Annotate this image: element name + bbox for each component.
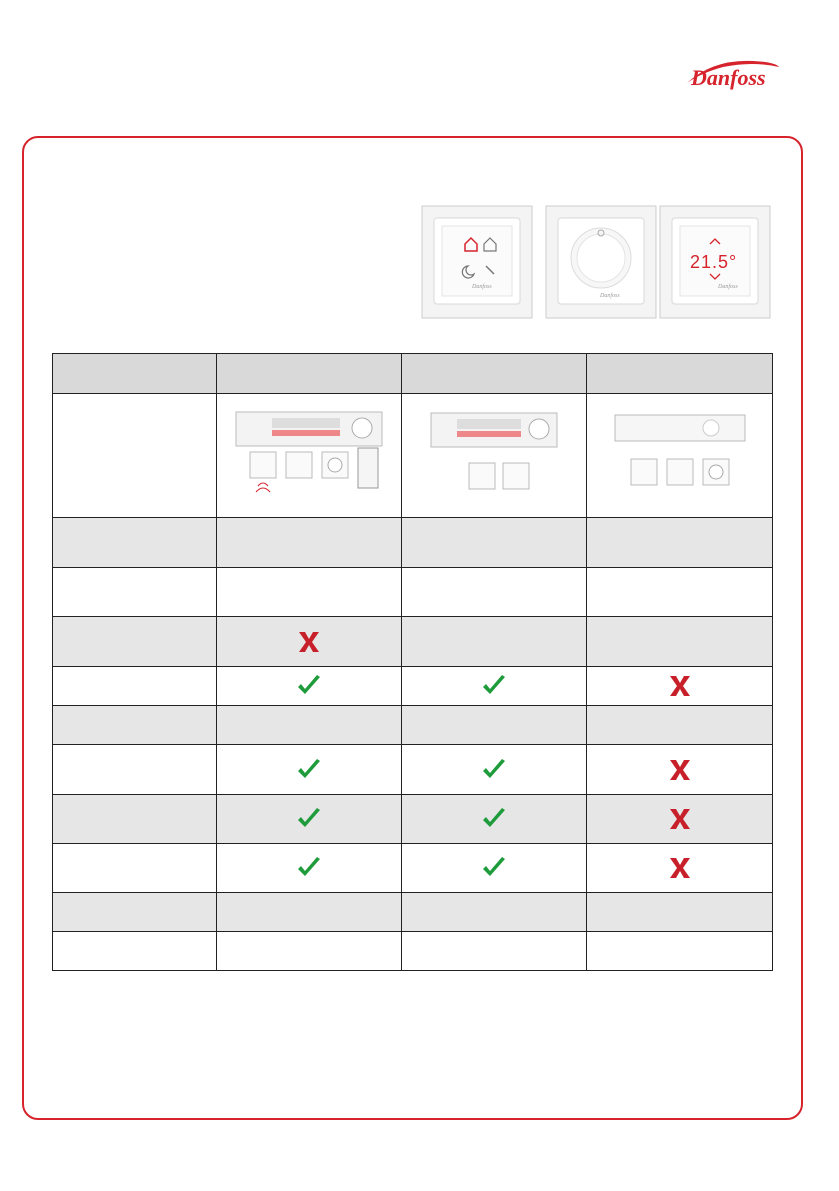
table-row	[53, 568, 773, 617]
value-cell	[587, 354, 773, 394]
value-cell	[587, 932, 773, 971]
table-row	[53, 745, 773, 795]
value-cell	[587, 893, 773, 932]
svg-text:Danfoss: Danfoss	[718, 284, 738, 290]
value-cell	[587, 745, 773, 795]
check-icon	[296, 758, 322, 782]
value-cell	[402, 518, 587, 568]
table-row	[53, 893, 773, 932]
table-row	[53, 394, 773, 518]
cross-icon	[667, 758, 693, 782]
value-cell	[217, 745, 402, 795]
table-header-row	[53, 354, 773, 394]
check-icon	[296, 856, 322, 880]
value-cell	[402, 932, 587, 971]
value-cell	[402, 795, 587, 844]
value-cell	[217, 795, 402, 844]
value-cell	[217, 893, 402, 932]
table-row	[53, 706, 773, 745]
table-row	[53, 795, 773, 844]
row-label-cell	[53, 394, 217, 518]
value-cell	[402, 354, 587, 394]
cross-icon	[296, 630, 322, 654]
value-cell	[587, 667, 773, 706]
value-cell	[217, 706, 402, 745]
value-cell	[587, 617, 773, 667]
cross-icon	[667, 674, 693, 698]
row-label-cell	[53, 568, 217, 617]
value-cell	[587, 795, 773, 844]
value-cell	[217, 667, 402, 706]
value-cell	[402, 394, 587, 518]
row-label-cell	[53, 667, 217, 706]
row-label-cell	[53, 706, 217, 745]
value-cell	[402, 568, 587, 617]
value-cell	[402, 706, 587, 745]
svg-text:Danfoss: Danfoss	[600, 293, 620, 299]
check-icon	[296, 807, 322, 831]
table-row	[53, 844, 773, 893]
comparison-table	[52, 353, 773, 971]
value-cell	[217, 617, 402, 667]
value-cell	[217, 932, 402, 971]
row-label-cell	[53, 354, 217, 394]
row-label-cell	[53, 617, 217, 667]
row-label-cell	[53, 844, 217, 893]
controller-system-1-image	[234, 408, 384, 504]
controller-system-3-image	[613, 411, 747, 501]
value-cell	[217, 844, 402, 893]
check-icon	[481, 856, 507, 880]
value-cell	[402, 844, 587, 893]
value-cell	[217, 354, 402, 394]
row-label-cell	[53, 893, 217, 932]
touch-thermostat-photo	[420, 204, 534, 320]
value-cell	[217, 568, 402, 617]
row-label-cell	[53, 932, 217, 971]
value-cell	[587, 568, 773, 617]
value-cell	[587, 706, 773, 745]
value-cell	[587, 394, 773, 518]
value-cell	[217, 518, 402, 568]
display-thermostat-photo	[658, 204, 772, 320]
danfoss-logo	[683, 53, 783, 93]
thermostat-display-reading: 21.5°	[690, 252, 738, 272]
check-icon	[296, 674, 322, 698]
value-cell	[587, 844, 773, 893]
svg-text:Danfoss: Danfoss	[472, 284, 492, 290]
row-label-cell	[53, 745, 217, 795]
row-label-cell	[53, 518, 217, 568]
value-cell	[587, 518, 773, 568]
value-cell	[217, 394, 402, 518]
cross-icon	[667, 807, 693, 831]
table-row	[53, 932, 773, 971]
thermostat-photos	[420, 204, 772, 320]
cross-icon	[667, 856, 693, 880]
check-icon	[481, 807, 507, 831]
table-row	[53, 617, 773, 667]
row-label-cell	[53, 795, 217, 844]
value-cell	[402, 617, 587, 667]
value-cell	[402, 745, 587, 795]
value-cell	[402, 893, 587, 932]
table-row	[53, 667, 773, 706]
value-cell	[402, 667, 587, 706]
logo-lettering: Danfoss	[691, 65, 766, 90]
dial-thermostat-photo	[544, 204, 658, 320]
table-row	[53, 518, 773, 568]
check-icon	[481, 758, 507, 782]
controller-system-2-image	[429, 411, 559, 501]
check-icon	[481, 674, 507, 698]
